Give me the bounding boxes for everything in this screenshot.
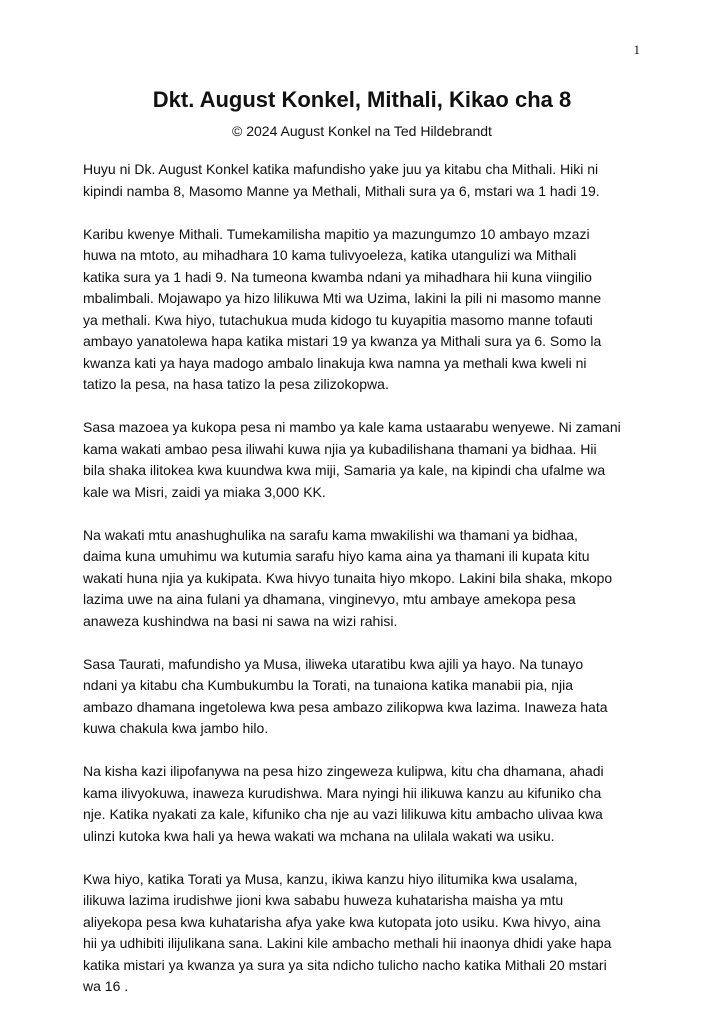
paragraph-line: ambazo dhamana ingetolewa kwa pesa ambazo zilikopwa kwa lazima. Inaweza hata	[83, 698, 608, 715]
paragraph-line: kwanza kati ya haya madogo ambalo linakuja kwa namna ya methali kwa kweli ni	[83, 354, 587, 371]
paragraph-line: anaweza kushindwa na basi ni sawa na wizi rahisi.	[83, 612, 398, 629]
paragraph-line: kama wakati ambao pesa iliwahi kuwa njia ya kubadilishana thamani ya bidhaa. Hii	[83, 440, 597, 457]
body-paragraph	[83, 525, 645, 633]
paragraph-line: Kwa hiyo, katika Torati ya Musa, kanzu, ikiwa kanzu hiyo ilitumika kwa usalama,	[83, 870, 578, 887]
paragraph-line: kama ilivyokuwa, inaweza kurudishwa. Mara nyingi hii ilikuwa kanzu au kifuniko cha	[83, 784, 602, 801]
paragraph-line: daima kuna umuhimu wa kutumia sarafu hiyo kama aina ya thamani ili kupata kitu	[83, 548, 590, 564]
paragraph-line: ambayo yanatolewa hapa katika mistari 19 ya kwanza ya Mithali sura ya 6. Somo la	[83, 333, 602, 349]
body-paragraph	[83, 159, 645, 202]
paragraph-line: nje. Katika nyakati za kale, kifuniko cha nje au vazi lilikuwa kitu ambacho ulivaa kwa	[83, 806, 603, 822]
page-number: 1	[633, 42, 640, 57]
paragraph-line: huwa na mtoto, au mihadhara 10 kama tulivyoeleza, katika utangulizi wa Mithali	[83, 247, 577, 263]
paragraph-line: wakati huna njia ya kukipata. Kwa hivyo tunaita hiyo mkopo. Lakini bila shaka, mkopo	[83, 569, 613, 586]
document-body	[83, 159, 645, 1019]
paragraph-line: ilikuwa lazima irudishwe jioni kwa sababu huweza kuhatarisha maisha ya mtu	[83, 892, 564, 908]
paragraph-line: Sasa mazoea ya kukopa pesa ni mambo ya kale kama ustaarabu wenyewe. Ni zamani	[83, 419, 621, 435]
paragraph-line: ndani ya kitabu cha Kumbukumbu la Torati, na tunaiona katika manabii pia, njia	[83, 677, 574, 693]
body-paragraph	[83, 224, 645, 396]
body-paragraph	[83, 869, 645, 998]
paragraph-line: kale wa Misri, zaidi ya miaka 3,000 KK.	[83, 483, 326, 500]
paragraph-line: aliyekopa pesa kwa kuhatarisha afya yake kwa kutopata joto usiku. Kwa hivyo, aina	[83, 913, 601, 930]
paragraph-line: katika sura ya 1 hadi 9. Na tumeona kwamba ndani ya mihadhara hii kuna viingilio	[83, 268, 592, 285]
paragraph-line: kuwa chakula kwa jambo hilo.	[83, 720, 269, 736]
body-paragraph	[83, 417, 645, 503]
paragraph-line: Sasa Taurati, mafundisho ya Musa, iliweka utaratibu kwa ajili ya hayo. Na tunayo	[83, 655, 584, 672]
paragraph-line: wa 16 .	[83, 978, 129, 994]
paragraph-line: ya methali. Kwa hiyo, tutachukua muda kidogo tu kuyapitia masomo manne tofauti	[83, 311, 593, 328]
copyright-line: © 2024 August Konkel na Ted Hildebrandt	[232, 123, 492, 139]
document-title: Dkt. August Konkel, Mithali, Kikao cha 8	[152, 87, 572, 112]
paragraph-line: bila shaka ilitokea kwa kuundwa kwa miji, Samaria ya kale, na kipindi cha ufalme wa	[83, 462, 606, 478]
paragraph-line: katika mistari ya kwanza ya sura ya sita ndicho tulicho nacho katika Mithali 20 mstari	[83, 956, 607, 973]
paragraph-line: hii ya udhibiti ilijulikana sana. Lakini kile ambacho methali hii inaonya dhidi yake hapa	[83, 935, 612, 951]
paragraph-line: Karibu kwenye Mithali. Tumekamilisha mapitio ya mazungumzo 10 ambayo mzazi	[83, 225, 590, 242]
paragraph-line: kipindi namba 8, Masomo Manne ya Methali, Mithali sura ya 6, mstari wa 1 hadi 19.	[83, 182, 600, 199]
paragraph-line: tatizo la pesa, na hasa tatizo la pesa zilizokopwa.	[83, 376, 389, 392]
paragraph-line: mbalimbali. Mojawapo ya hizo lilikuwa Mti wa Uzima, lakini la pili ni masomo manne	[83, 290, 602, 306]
paragraph-line: Na kisha kazi ilipofanywa na pesa hizo zingeweza kulipwa, kitu cha dhamana, ahadi	[83, 763, 604, 779]
body-paragraph	[83, 761, 645, 847]
paragraph-line: Huyu ni Dk. August Konkel katika mafundisho yake juu ya kitabu cha Mithali. Hiki ni	[83, 161, 599, 177]
body-paragraph	[83, 654, 645, 740]
paragraph-line: ulinzi kutoka kwa hali ya hewa wakati wa mchana na ulilala wakati wa usiku.	[83, 827, 555, 844]
paragraph-line: Na wakati mtu anashughulika na sarafu kama mwakilishi wa thamani ya bidhaa,	[83, 526, 578, 543]
paragraph-line: lazima uwe na aina fulani ya dhamana, vinginevyo, mtu ambaye amekopa pesa	[83, 591, 576, 607]
